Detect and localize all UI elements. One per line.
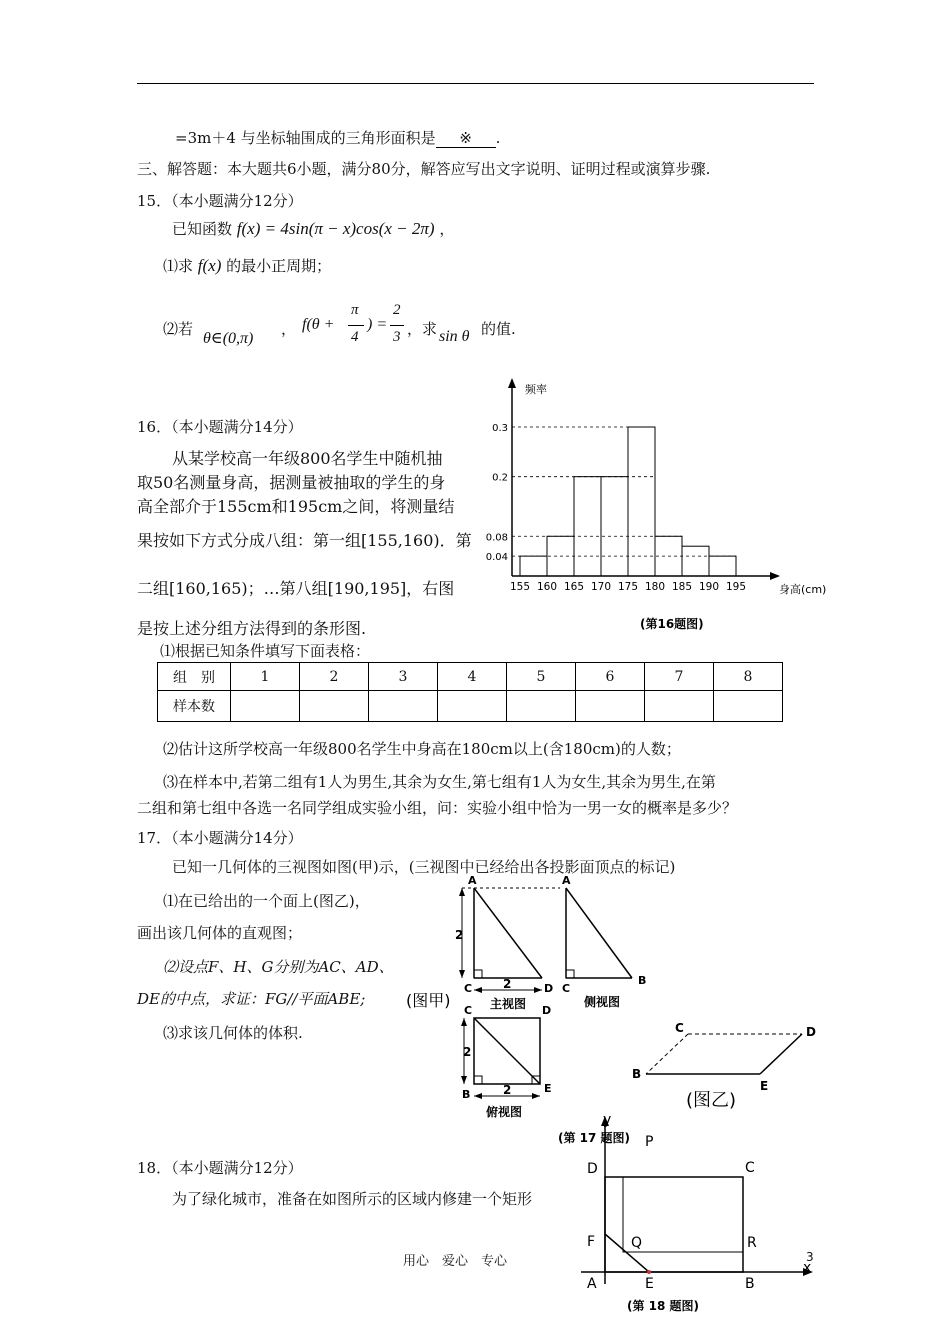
q17-part1-line1: ⑴在已给出的一个面上(图乙)， bbox=[163, 892, 370, 910]
y-tick-label: 0.3 bbox=[492, 423, 508, 434]
figure-16-caption: (第16题图) bbox=[640, 617, 704, 631]
histogram-bar bbox=[628, 427, 655, 576]
figure-17-caption: (第 17 题图) bbox=[558, 1131, 631, 1145]
x-tick-label: 180 bbox=[644, 581, 666, 593]
svg-text:B: B bbox=[638, 974, 647, 987]
q16-part1: ⑴根据已知条件填写下面表格： bbox=[160, 642, 371, 660]
svg-text:x: x bbox=[803, 1260, 812, 1276]
y-tick-label: 0.2 bbox=[492, 472, 508, 484]
q16-line-3: 高全部介于155cm和195cm之间，将测量结 bbox=[137, 497, 455, 516]
q17-part2-line2: DE的中点，求证：FG//平面ABE; bbox=[137, 990, 366, 1008]
table-row-label: 样本数 bbox=[158, 691, 231, 722]
svg-text:D: D bbox=[544, 982, 554, 995]
q15-formula: f(x) = 4sin(π − x)cos(x − 2π) bbox=[236, 219, 435, 238]
q17-part1-line2: 画出该几何体的直观图； bbox=[137, 924, 303, 942]
svg-text:F: F bbox=[587, 1234, 596, 1250]
q16-part2: ⑵估计这所学校高一年级800名学生中身高在180cm以上(含180cm)的人数； bbox=[163, 740, 681, 758]
figure-yi-label: (图乙) bbox=[686, 1090, 737, 1111]
svg-text:C: C bbox=[464, 982, 473, 995]
section-3-heading: 三、解答题：本大题共6小题，满分80分，解答应写出文字说明、证明过程或演算步骤. bbox=[137, 160, 711, 178]
figure-18 bbox=[575, 1108, 825, 1318]
answer-blank: ※ bbox=[436, 129, 496, 148]
svg-text:B: B bbox=[462, 1088, 471, 1101]
x-tick-label: 185 bbox=[671, 581, 693, 593]
q14-tail: =3m＋4 与坐标轴围成的三角形面积是 ※ . bbox=[175, 129, 501, 147]
empty-cell bbox=[576, 691, 645, 722]
top-view-label: 俯视图 bbox=[486, 1105, 523, 1119]
svg-text:C: C bbox=[464, 1004, 473, 1017]
histogram-bar bbox=[682, 546, 709, 576]
q16-line-6: 是按上述分组方法得到的条形图. bbox=[137, 619, 367, 638]
group-cell: 2 bbox=[300, 663, 369, 691]
svg-text:E: E bbox=[645, 1276, 654, 1292]
svg-text:y: y bbox=[603, 1112, 612, 1128]
q17-part2-line1: ⑵设点F、H、G分别为AC、AD、 bbox=[163, 958, 394, 976]
q15-header: 15．（本小题满分12分） bbox=[137, 192, 303, 210]
histogram-bar bbox=[574, 477, 601, 576]
svg-text:A: A bbox=[468, 874, 477, 887]
group-cell: 8 bbox=[714, 663, 783, 691]
empty-cell bbox=[231, 691, 300, 722]
q16-part3-line1: ⑶在样本中,若第二组有1人为男生,其余为女生,第七组有1人为女生,其余为男生,在第 bbox=[163, 773, 716, 791]
svg-text:Q: Q bbox=[631, 1235, 643, 1251]
q17-header: 17．（本小题满分14分） bbox=[137, 829, 303, 847]
empty-cell bbox=[507, 691, 576, 722]
group-cell: 7 bbox=[645, 663, 714, 691]
figure-jia-label: (图甲) bbox=[406, 991, 451, 1010]
group-cell: 1 bbox=[231, 663, 300, 691]
svg-text:E: E bbox=[760, 1079, 769, 1093]
x-tick-label: 155 bbox=[509, 581, 531, 593]
x-tick-label: 195 bbox=[725, 581, 747, 593]
y-axis-label: 频率 bbox=[525, 383, 547, 396]
histogram bbox=[470, 378, 840, 638]
svg-text:E: E bbox=[544, 1082, 552, 1095]
top-view bbox=[461, 1004, 552, 1119]
empty-cell bbox=[300, 691, 369, 722]
figure-yi bbox=[632, 1021, 816, 1111]
q16-line-1: 从某学校高一年级800名学生中随机抽 bbox=[172, 449, 443, 468]
group-cell: 3 bbox=[369, 663, 438, 691]
svg-text:2: 2 bbox=[463, 1045, 472, 1059]
svg-text:D: D bbox=[587, 1161, 598, 1177]
empty-cell bbox=[714, 691, 783, 722]
empty-cell bbox=[438, 691, 507, 722]
histogram-bar bbox=[520, 556, 547, 576]
q17-intro: 已知一几何体的三视图如图(甲)示，(三视图中已经给出各投影面顶点的标记) bbox=[172, 858, 676, 876]
y-axis-arrow bbox=[508, 378, 516, 388]
side-view-label: 侧视图 bbox=[584, 995, 621, 1009]
svg-text:C: C bbox=[745, 1160, 755, 1176]
q15-intro: 已知函数 f(x) = 4sin(π − x)cos(x − 2π) ， bbox=[172, 219, 455, 238]
footer-motto: 用心 爱心 专心 bbox=[403, 1254, 508, 1269]
svg-text:P: P bbox=[645, 1134, 654, 1150]
svg-text:D: D bbox=[542, 1004, 552, 1017]
svg-text:2: 2 bbox=[503, 1083, 512, 1097]
x-tick-label: 190 bbox=[698, 581, 720, 593]
x-axis-arrow bbox=[770, 572, 780, 580]
group-cell: 4 bbox=[438, 663, 507, 691]
q18-line1: 为了绿化城市，准备在如图所示的区域内修建一个矩形 bbox=[172, 1190, 533, 1208]
x-axis-label: 身高(cm) bbox=[779, 583, 827, 596]
q17-part3: ⑶求该几何体的体积. bbox=[163, 1024, 303, 1042]
group-table bbox=[157, 662, 783, 722]
table-row bbox=[158, 691, 783, 722]
x-tick-label: 175 bbox=[617, 581, 639, 593]
y-tick-label: 0.08 bbox=[485, 532, 508, 544]
q16-line-2: 取50名测量身高，据测量被抽取的学生的身 bbox=[137, 473, 446, 492]
svg-text:D: D bbox=[806, 1025, 816, 1039]
svg-text:B: B bbox=[632, 1067, 642, 1081]
page-number: 3 bbox=[806, 1250, 814, 1264]
svg-text:C: C bbox=[675, 1021, 684, 1035]
svg-text:C: C bbox=[562, 982, 571, 995]
svg-text:B: B bbox=[745, 1276, 755, 1292]
svg-text:A: A bbox=[562, 874, 571, 887]
x-tick-label: 170 bbox=[590, 581, 612, 593]
q16-line-4: 果按如下方式分成八组：第一组[155,160)．第 bbox=[137, 531, 472, 550]
svg-text:R: R bbox=[747, 1235, 757, 1251]
x-tick-label: 165 bbox=[563, 581, 585, 593]
svg-text:A: A bbox=[587, 1276, 597, 1292]
figure-18-caption: (第 18 题图) bbox=[627, 1299, 700, 1313]
y-tick-label: 0.04 bbox=[485, 552, 508, 564]
header-rule bbox=[137, 83, 814, 84]
side-view bbox=[562, 874, 646, 1009]
table-row bbox=[158, 663, 783, 691]
empty-cell bbox=[645, 691, 714, 722]
histogram-bar bbox=[709, 556, 736, 576]
empty-cell bbox=[369, 691, 438, 722]
table-header: 组 别 bbox=[158, 663, 231, 691]
q15-part1: ⑴求 f(x) 的最小正周期； bbox=[163, 256, 332, 275]
svg-text:2: 2 bbox=[503, 977, 512, 991]
front-view bbox=[455, 874, 560, 1011]
q16-part3-line2: 二组和第七组中各选一名同学组成实验小组，问：实验小组中恰为一男一女的概率是多少？ bbox=[137, 799, 738, 817]
group-cell: 5 bbox=[507, 663, 576, 691]
dim-label: 2 bbox=[455, 928, 464, 942]
histogram-bar bbox=[601, 477, 628, 576]
q18-header: 18．（本小题满分12分） bbox=[137, 1159, 303, 1177]
front-view-label: 主视图 bbox=[490, 997, 527, 1011]
group-cell: 6 bbox=[576, 663, 645, 691]
x-tick-label: 160 bbox=[536, 581, 558, 593]
q16-header: 16．（本小题满分14分） bbox=[137, 418, 303, 436]
q16-line-5: 二组[160,165)；…第八组[190,195]，右图 bbox=[137, 579, 455, 598]
